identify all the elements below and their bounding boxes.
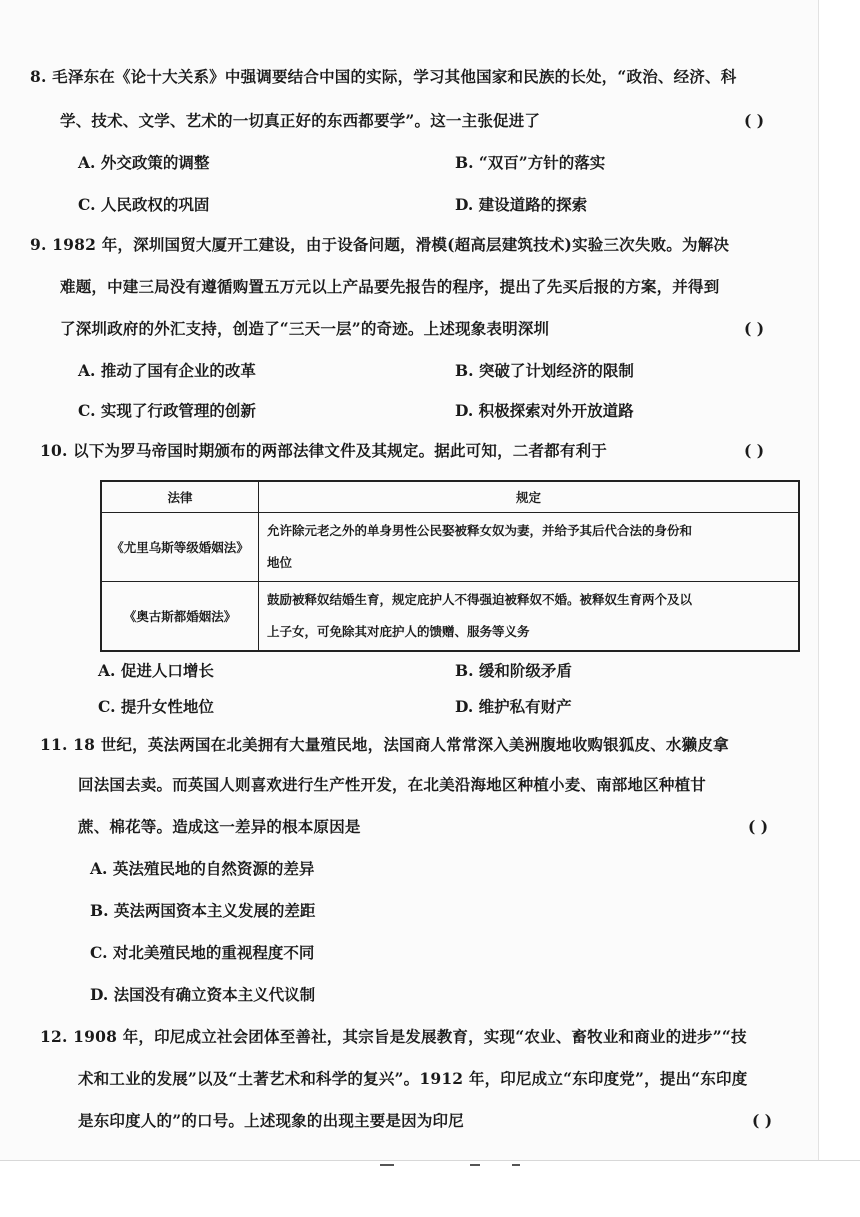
q12-stem-line2: 术和工业的发展”以及“土著艺术和科学的复兴”。1912 年，印尼成立“东印度党”，提出“东印度 [78,1069,748,1088]
q12-answer-blank: ( ) [752,1111,773,1130]
q9-stem-line1: 9. 1982 年，深圳国贸大厦开工建设，由于设备问题，滑模(超高层建筑技术)实验三次失败。为解决 [30,235,730,254]
law-rule-line: 鼓励被释奴结婚生育，规定庇护人不得强迫被释奴不婚。被释奴生育两个及以 [267,592,693,607]
q9-stem-line2: 难题，中建三局没有遵循购置五万元以上产品要先报告的程序，提出了先买后报的方案，并得到 [60,277,720,296]
q10-option-c: C. 提升女性地位 [98,697,214,716]
page-margin [818,0,860,1160]
q8-stem-line1: 8. 毛泽东在《论十大关系》中强调要结合中国的实际，学习其他国家和民族的长处，“政治、经济、科 [30,67,737,86]
q8-stem-line2: 学、技术、文学、艺术的一切真正好的东西都要学”。这一主张促进了 [60,111,541,130]
q9-option-c: C. 实现了行政管理的创新 [78,401,256,420]
scan-mark [512,1164,520,1166]
q9-option-b: B. 突破了计划经济的限制 [455,361,634,380]
q8-option-d: D. 建设道路的探索 [455,195,588,214]
q9-answer-blank: ( ) [744,319,765,338]
q11-option-c: C. 对北美殖民地的重视程度不同 [90,943,315,962]
scan-mark [380,1164,394,1166]
table-header-row [101,481,799,513]
q11-answer-blank: ( ) [748,817,769,836]
law-rule-line: 允许除元老之外的单身男性公民娶被释女奴为妻，并给予其后代合法的身份和 [267,523,693,538]
law-name: 《尤里乌斯等级婚姻法》 [101,513,259,582]
q11-stem-line1: 11. 18 世纪，英法两国在北美拥有大量殖民地，法国商人常常深入美洲腹地收购银狐皮、水獭皮拿 [40,735,729,754]
law-name: 《奥古斯都婚姻法》 [101,582,259,652]
q11-option-d: D. 法国没有确立资本主义代议制 [90,985,316,1004]
table-row [101,582,799,652]
law-rule-line: 地位 [267,555,293,570]
q8-option-c: C. 人民政权的巩固 [78,195,210,214]
q8-option-b: B. “双百”方针的落实 [455,153,606,172]
q11-stem-line3: 蔗、棉花等。造成这一差异的根本原因是 [78,817,361,836]
q10-stem-line1: 10. 以下为罗马帝国时期颁布的两部法律文件及其规定。据此可知，二者都有利于 [40,441,607,460]
law-rule-line: 上子女，可免除其对庇护人的馈赠、服务等义务 [267,624,530,639]
scan-mark [470,1164,480,1166]
table-header-law: 法律 [101,481,259,513]
q12-stem-line1: 12. 1908 年，印尼成立社会团体至善社，其宗旨是发展教育，实现“农业、畜牧业和商业的进步”“技 [40,1027,747,1046]
law-rule [259,582,800,652]
q12-stem-line3: 是东印度人的”的口号。上述现象的出现主要是因为印尼 [78,1111,464,1130]
q11-option-a: A. 英法殖民地的自然资源的差异 [90,859,315,878]
q10-answer-blank: ( ) [744,441,765,460]
q9-option-d: D. 积极探索对外开放道路 [455,401,634,420]
law-rule [259,513,800,582]
q8-option-a: A. 外交政策的调整 [78,153,210,172]
q10-option-d: D. 维护私有财产 [455,697,572,716]
q8-answer-blank: ( ) [744,111,765,130]
q9-stem-line3: 了深圳政府的外汇支持，创造了“三天一层”的奇迹。上述现象表明深圳 [60,319,550,338]
q11-stem-line2: 回法国去卖。而英国人则喜欢进行生产性开发，在北美沿海地区种植小麦、南部地区种植甘 [78,775,707,794]
page-bottom [0,1160,860,1217]
table-row [101,513,799,582]
q9-option-a: A. 推动了国有企业的改革 [78,361,256,380]
q11-option-b: B. 英法两国资本主义发展的差距 [90,901,316,920]
q10-option-a: A. 促进人口增长 [98,661,214,680]
q10-option-b: B. 缓和阶级矛盾 [455,661,572,680]
table-header-rule: 规定 [259,481,800,513]
law-table [100,480,800,652]
